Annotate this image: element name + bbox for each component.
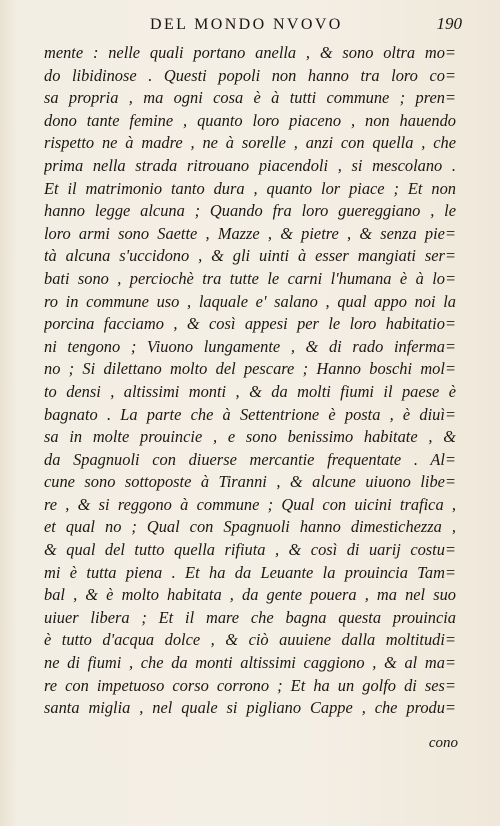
text-line: et qual no ; Qual con Spagnuoli hanno dimestichezza , [44,517,456,537]
text-line: sa in molte prouincie , e sono benissimo habitate , & [44,427,456,447]
body-text [44,42,456,720]
text-line: cune sono sottoposte à Tiranni , & alcune uiuono libe= [44,472,456,492]
text-line: sa propria , ma ogni cosa è à tutti commune ; pren= [44,88,456,108]
catchword: cono [428,735,458,751]
text-line: bagnato . La parte che à Settentrione è posta , è diuì= [44,404,456,424]
text-line: re con impetuoso corso corrono ; Et ha un golfo di ses= [44,675,456,695]
text-line: & qual del tutto quella rifiuta , & così di uarij costu= [44,540,456,560]
text-line: da Spagnuoli con diuerse mercantie frequentate . Al= [44,449,456,469]
text-line: mente : nelle quali portano anella , & sono oltra mo= [44,43,456,62]
text-line: ne di fiumi , che da monti altissimi caggiono , & al ma= [44,653,456,673]
text-line: ni tengono ; Viuono lungamente , & di rado inferma= [44,336,456,356]
text-line: ro in commune uso , laquale e' salano , qual appo noi la [44,291,456,311]
page-number: 190 [436,14,462,33]
text-line: re , & si reggono à commune ; Qual con uicini trafica , [44,494,456,514]
text-line: Et il matrimonio tanto dura , quanto lor piace ; Et non [44,178,456,198]
text-line: to densi , altissimi monti , & da molti fiumi il paese è [44,381,456,401]
text-line: tà alcuna s'uccidono , & gli uinti à esser mangiati ser= [44,246,456,266]
text-line: prima nella strada ritrouano piacendoli , si mescolano . [44,155,456,175]
text-line: dono tante femine , quanto loro piaceno , non hauendo [44,110,456,130]
running-head: DEL MONDO NVOVO [150,16,343,33]
text-line: è tutto d'acqua dolce , & ciò auuiene dalla moltitudi= [44,630,456,650]
text-line: do libidinose . Questi popoli non hanno tra loro co= [44,65,456,85]
text-line: porcina facciamo , & così appesi per le loro habitatio= [44,314,456,334]
text-line: bal , & è molto habitata , da gente pouera , ma nel suo [44,585,456,605]
text-line: uiuer libera ; Et il mare che bagna questa prouincia [44,607,456,627]
page-header [150,14,462,38]
text-line: mi è tutta piena . Et ha da Leuante la prouincia Tam= [44,562,456,582]
text-line: santa miglia , nel quale si pigliano Cappe , che produ= [44,698,456,718]
text-line: no ; Si dilettano molto del pescare ; Hanno boschi mol= [44,359,456,379]
text-line: hanno legge alcuna ; Quando fra loro guereggiano , le [44,201,456,221]
text-line: loro armi sono Saette , Mazze , & pietre , & senza pie= [44,223,456,243]
text-line: rispetto ne à madre , ne à sorelle , anzi con quella , che [44,133,456,153]
text-line: bati sono , perciochè tra tutte le carni l'humana è à lo= [44,268,456,288]
